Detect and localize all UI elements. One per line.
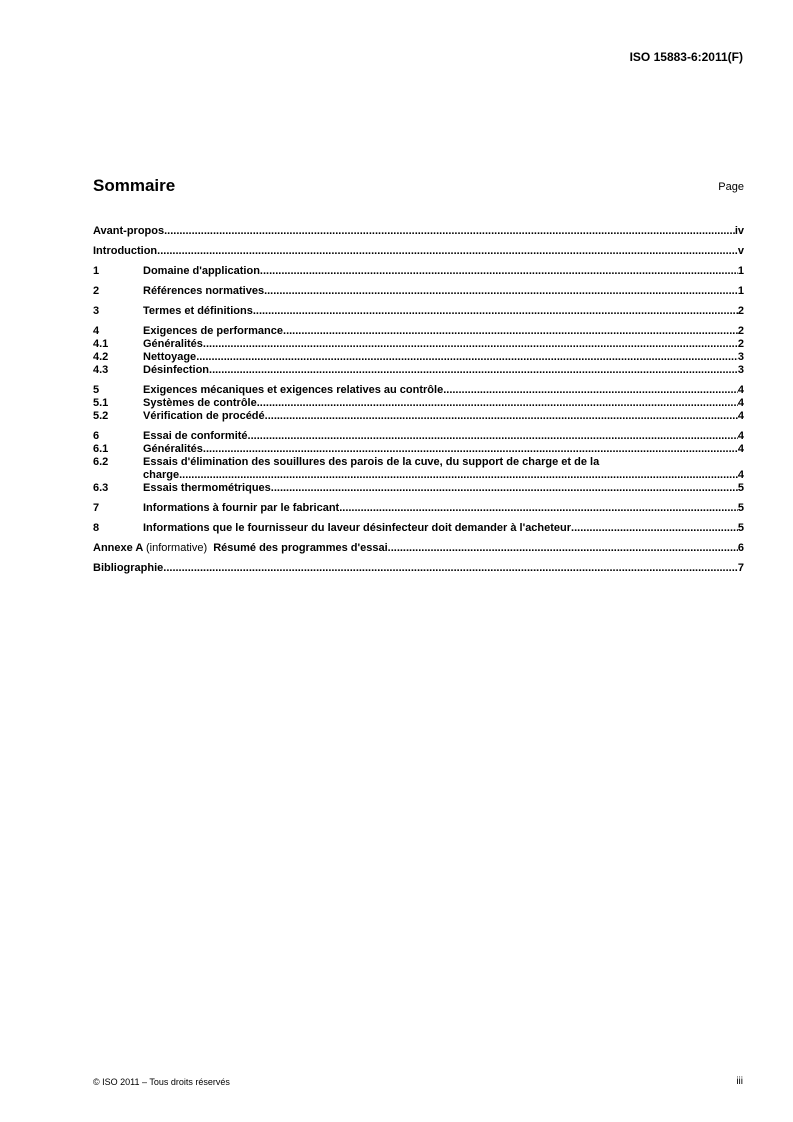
toc-entry-5-2[interactable] bbox=[93, 410, 744, 423]
toc-page: 5 bbox=[737, 482, 744, 494]
toc-page: 4 bbox=[737, 469, 744, 481]
leader-dots bbox=[265, 410, 738, 423]
toc-page: v bbox=[737, 245, 744, 257]
toc-label: Désinfection bbox=[143, 364, 210, 376]
toc-page: 5 bbox=[737, 522, 744, 534]
footer-page-number: iii bbox=[736, 1076, 743, 1087]
toc-number: 3 bbox=[93, 305, 100, 317]
toc-number: 5.1 bbox=[93, 397, 109, 409]
leader-dots bbox=[253, 305, 738, 318]
leader-dots bbox=[203, 338, 738, 351]
leader-dots bbox=[164, 225, 735, 238]
toc-page: 4 bbox=[737, 410, 744, 422]
toc-page: 1 bbox=[737, 285, 744, 297]
leader-dots bbox=[157, 245, 738, 258]
toc-entry-avant-propos[interactable] bbox=[93, 225, 744, 238]
toc-page: 3 bbox=[737, 351, 744, 363]
toc-page: 2 bbox=[737, 305, 744, 317]
toc-entry-5[interactable] bbox=[93, 384, 744, 397]
toc-entry-4-1[interactable] bbox=[93, 338, 744, 351]
toc-entry-1[interactable] bbox=[93, 265, 744, 278]
toc-entry-7[interactable] bbox=[93, 502, 744, 515]
toc-label: Avant-propos bbox=[93, 225, 165, 237]
toc-number: 6.1 bbox=[93, 443, 109, 455]
page-title: Sommaire bbox=[93, 176, 176, 195]
toc-page: iv bbox=[734, 225, 744, 237]
leader-dots bbox=[264, 285, 738, 298]
toc-number: 5 bbox=[93, 384, 100, 396]
leader-dots bbox=[271, 482, 738, 495]
toc-number: 6.3 bbox=[93, 482, 109, 494]
leader-dots bbox=[283, 325, 738, 338]
toc-entry-6[interactable] bbox=[93, 430, 744, 443]
table-of-contents bbox=[93, 225, 744, 575]
leader-dots bbox=[179, 469, 738, 482]
page-column-label: Page bbox=[718, 181, 744, 193]
toc-page: 4 bbox=[737, 397, 744, 409]
toc-label bbox=[93, 542, 388, 555]
toc-label: Exigences mécaniques et exigences relatives au contrôle bbox=[143, 384, 444, 396]
toc-label: Exigences de performance bbox=[143, 325, 284, 337]
toc-number: 5.2 bbox=[93, 410, 109, 422]
toc-page: 2 bbox=[737, 325, 744, 337]
toc-label: Essai de conformité bbox=[143, 430, 248, 442]
toc-entry-3[interactable] bbox=[93, 305, 744, 318]
toc-page: 7 bbox=[737, 562, 744, 574]
toc-entry-4-2[interactable] bbox=[93, 351, 744, 364]
leader-dots bbox=[248, 430, 738, 443]
leader-dots bbox=[257, 397, 738, 410]
toc-number: 6 bbox=[93, 430, 100, 442]
toc-page: 1 bbox=[737, 265, 744, 277]
toc-number: 4.2 bbox=[93, 351, 109, 363]
toc-entry-8[interactable] bbox=[93, 522, 744, 535]
toc-entry-4-3[interactable] bbox=[93, 364, 744, 377]
toc-label: Bibliographie bbox=[93, 562, 164, 574]
toc-page: 4 bbox=[737, 430, 744, 442]
toc-entry-introduction[interactable] bbox=[93, 245, 744, 258]
toc-entry-6-2-line2[interactable] bbox=[93, 469, 744, 482]
document-code: ISO 15883-6:2011(F) bbox=[629, 50, 743, 64]
footer-copyright: © ISO 2011 – Tous droits réservés bbox=[93, 1077, 230, 1087]
toc-number: 4 bbox=[93, 325, 100, 337]
leader-dots bbox=[443, 384, 738, 397]
toc-label: Domaine d'application bbox=[143, 265, 260, 277]
toc-entry-2[interactable] bbox=[93, 285, 744, 298]
toc-label: Informations que le fournisseur du laveur désinfecteur doit demander à l'acheteur bbox=[143, 522, 572, 534]
toc-entry-4[interactable] bbox=[93, 325, 744, 338]
toc-number: 1 bbox=[93, 265, 100, 277]
leader-dots bbox=[260, 265, 738, 278]
toc-entry-bibliographie[interactable] bbox=[93, 562, 744, 575]
toc-title-row bbox=[93, 176, 744, 200]
leader-dots bbox=[339, 502, 738, 515]
leader-dots bbox=[209, 364, 738, 377]
toc-label: Essais thermométriques bbox=[143, 482, 271, 494]
toc-page: 4 bbox=[737, 384, 744, 396]
annex-type: (informative) bbox=[145, 542, 208, 554]
toc-label: Généralités bbox=[143, 338, 203, 350]
leader-dots bbox=[571, 522, 738, 535]
toc-page: 6 bbox=[737, 542, 744, 554]
toc-number: 2 bbox=[93, 285, 100, 297]
leader-dots bbox=[388, 542, 738, 555]
toc-number: 8 bbox=[93, 522, 100, 534]
annex-title: Résumé des programmes d'essai bbox=[213, 542, 388, 554]
toc-entry-5-1[interactable] bbox=[93, 397, 744, 410]
toc-label: Essais d'élimination des souillures des parois de la cuve, du support de charge et de la bbox=[143, 456, 600, 468]
toc-label: Vérification de procédé bbox=[143, 410, 265, 422]
toc-label: Informations à fournir par le fabricant bbox=[143, 502, 340, 514]
toc-page: 2 bbox=[737, 338, 744, 350]
toc-label: charge bbox=[143, 469, 180, 481]
toc-page: 3 bbox=[737, 364, 744, 376]
toc-label: Références normatives bbox=[143, 285, 265, 297]
toc-entry-6-2-line1[interactable] bbox=[93, 456, 744, 469]
toc-entry-annexe-a[interactable] bbox=[93, 542, 744, 555]
toc-page: 5 bbox=[737, 502, 744, 514]
toc-number: 4.1 bbox=[93, 338, 109, 350]
leader-dots bbox=[203, 443, 738, 456]
toc-label: Termes et définitions bbox=[143, 305, 253, 317]
leader-dots bbox=[196, 351, 738, 364]
toc-page: 4 bbox=[737, 443, 744, 455]
leader-dots bbox=[163, 562, 738, 575]
toc-number: 4.3 bbox=[93, 364, 109, 376]
toc-label: Introduction bbox=[93, 245, 158, 257]
annex-prefix: Annexe A bbox=[93, 542, 143, 554]
toc-number: 6.2 bbox=[93, 456, 109, 468]
toc-number: 7 bbox=[93, 502, 100, 514]
toc-entry-6-1[interactable] bbox=[93, 443, 744, 456]
toc-label: Généralités bbox=[143, 443, 203, 455]
toc-label: Systèmes de contrôle bbox=[143, 397, 257, 409]
toc-entry-6-3[interactable] bbox=[93, 482, 744, 495]
toc-label: Nettoyage bbox=[143, 351, 197, 363]
